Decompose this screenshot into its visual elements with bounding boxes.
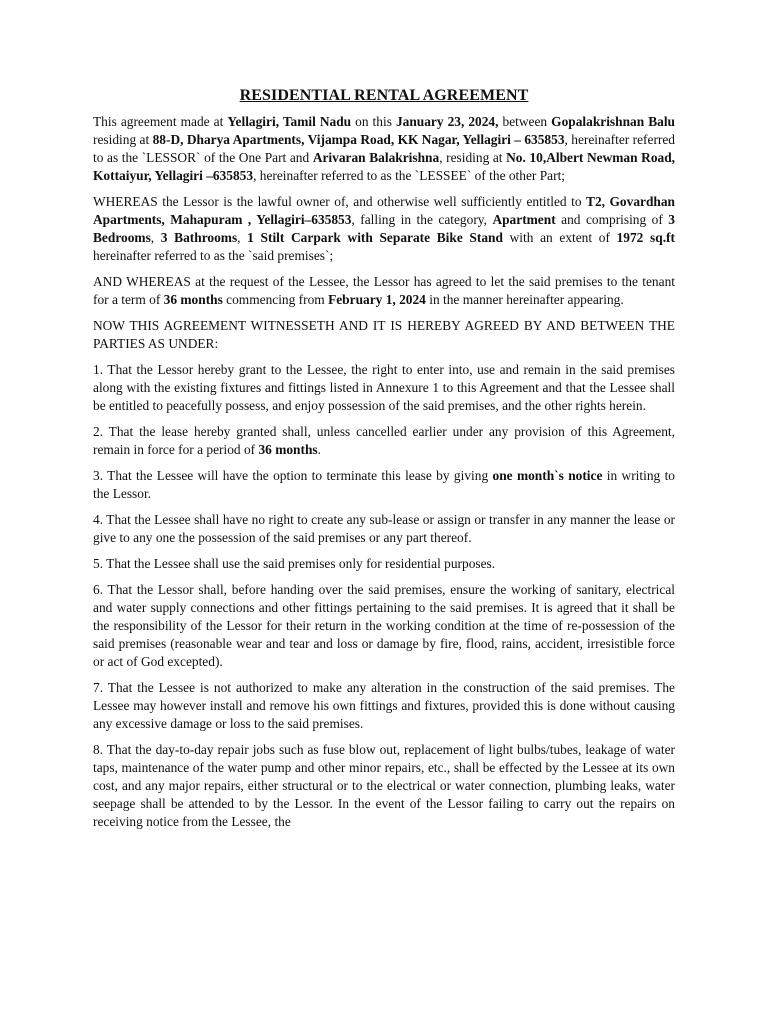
text-run: , <box>150 230 161 245</box>
text-run: . <box>317 442 321 457</box>
document-body <box>93 113 675 831</box>
paragraph <box>93 193 675 265</box>
text-run: and comprising of <box>555 212 669 227</box>
bold-text-run: 36 months <box>163 292 223 307</box>
paragraph <box>93 555 675 573</box>
text-run: , <box>237 230 248 245</box>
paragraph <box>93 511 675 547</box>
text-run: 4. That the Lessee shall have no right to create any sub-lease or assign or transfer in any manner the lease or give to any one the possession of the said premises or any part thereof. <box>93 512 675 545</box>
bold-text-run: 1 Stilt Carpark with Separate Bike Stand <box>247 230 503 245</box>
text-run: NOW THIS AGREEMENT WITNESSETH AND IT IS HEREBY AGREED BY AND BETWEEN THE PARTIES AS UNDER: <box>93 318 675 351</box>
bold-text-run: 88-D, Dharya Apartments, Vijampa Road, KK Nagar, Yellagiri – 635853 <box>152 132 565 147</box>
text-run: in the manner hereinafter appearing. <box>425 292 624 307</box>
bold-text-run: one month`s notice <box>492 468 603 483</box>
paragraph <box>93 317 675 353</box>
bold-text-run: 3 Bathrooms <box>160 230 238 245</box>
bold-text-run: Apartment <box>492 212 556 227</box>
text-run: on this <box>351 114 396 129</box>
bold-text-run: 36 months <box>258 442 318 457</box>
text-run: , hereinafter referred to as the `LESSOR` of the One Part and <box>93 132 675 165</box>
text-run: 5. That the Lessee shall use the said premises only for residential purposes. <box>93 556 496 571</box>
text-run: 1. That the Lessor hereby grant to the Lessee, the right to enter into, use and remain in the said premises along with the existing fixtures and fittings listed in Annexure 1 to this Agreement and that the Lessee shall be entitled to peacefully possess, and enjoy possession of the said premises, and the other rights herein. <box>93 362 675 413</box>
text-run: This agreement made at <box>93 114 228 129</box>
bold-text-run: January 23, 2024, <box>395 114 499 129</box>
bold-text-run: February 1, 2024 <box>328 292 426 307</box>
text-run: commencing from <box>222 292 329 307</box>
text-run: hereinafter referred to as the `said premises`; <box>93 248 334 263</box>
paragraph <box>93 679 675 733</box>
text-run: , falling in the category, <box>351 212 493 227</box>
text-run: 2. That the lease hereby granted shall, unless cancelled earlier under any provision of this Agreement, remain in force for a period of <box>93 424 675 457</box>
text-run: in writing to the Lessor. <box>93 468 675 501</box>
bold-text-run: 1972 sq.ft <box>616 230 675 245</box>
bold-text-run: Gopalakrishnan Balu <box>551 114 676 129</box>
text-run: 8. That the day-to-day repair jobs such as fuse blow out, replacement of light bulbs/tubes, leakage of water taps, maintenance of the water pump and other minor repairs, etc., shall be effected by the Lessee at its own cost, and any major repairs, either structural or to the electrical or water connection, plumbing leaks, water seepage shall be attended to by the Lessor. In the event of the Lessor failing to carry out the repairs on receiving notice from the Lessee, the <box>93 742 675 829</box>
text-run: , hereinafter referred to as the `LESSEE` of the other Part; <box>253 168 566 183</box>
text-run: 3. That the Lessee will have the option to terminate this lease by giving <box>93 468 493 483</box>
text-run: with an extent of <box>502 230 617 245</box>
paragraph <box>93 581 675 671</box>
document-title: RESIDENTIAL RENTAL AGREEMENT <box>239 87 529 104</box>
text-run: between <box>498 114 552 129</box>
text-run: residing at <box>93 132 153 147</box>
text-run: 7. That the Lessee is not authorized to make any alteration in the construction of the said premises. The Lessee may however install and remove his own fittings and fixtures, provided this is done without causing any excessive damage or loss to the said premises. <box>93 680 675 731</box>
paragraph <box>93 467 675 503</box>
bold-text-run: No. 10,Albert Newman Road, Kottaiyur, Yellagiri –635853 <box>93 150 676 183</box>
text-run: WHEREAS the Lessor is the lawful owner of, and otherwise well sufficiently entitled to <box>93 194 587 209</box>
paragraph <box>93 423 675 459</box>
paragraph <box>93 113 675 185</box>
paragraph <box>93 361 675 415</box>
text-run: 6. That the Lessor shall, before handing over the said premises, ensure the working of sanitary, electrical and water supply connections and other fittings pertaining to the said premises. It is agreed that it shall be the responsibility of the Lessor for their return in the working condition at the time of re-possession of the said premises (reasonable wear and tear and loss or damage by fire, flood, rains, accident, irresistible force or act of God excepted). <box>93 582 675 669</box>
text-run: , residing at <box>439 150 507 165</box>
paragraph <box>93 273 675 309</box>
paragraph <box>93 741 675 831</box>
bold-text-run: 3 Bedrooms <box>93 212 675 245</box>
text-run: AND WHEREAS at the request of the Lessee, the Lessor has agreed to let the said premises to the tenant for a term of <box>93 274 675 307</box>
bold-text-run: Arivaran Balakrishna <box>312 150 440 165</box>
bold-text-run: Yellagiri, Tamil Nadu <box>227 114 352 129</box>
bold-text-run: T2, Govardhan Apartments, Mahapuram , Yellagiri–635853 <box>93 194 675 227</box>
